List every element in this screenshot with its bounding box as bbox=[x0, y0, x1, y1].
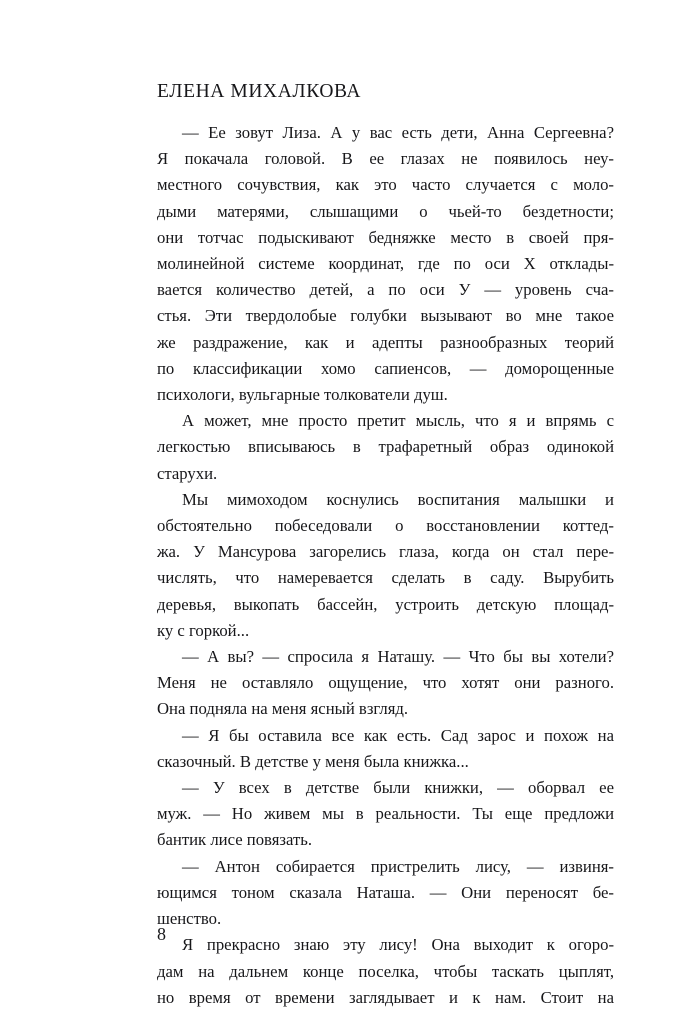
body-line: — А вы? — спросила я Наташу. — Что бы вы хотели? bbox=[182, 647, 614, 667]
body-line: — Антон собирается пристрелить лису, — извиня- bbox=[182, 856, 614, 876]
body-line: местного сочувствия, как это часто случается с моло- bbox=[157, 175, 614, 195]
body-line: стья. Эти твердолобые голубки вызывают во мне такое bbox=[157, 306, 614, 326]
body-line: числять, что намеревается сделать в саду. Вырубить bbox=[157, 568, 614, 588]
body-line: Меня не оставляло ощущение, что хотят они разного. bbox=[157, 673, 614, 693]
body-line: А может, мне просто претит мысль, что я и впрямь с bbox=[182, 411, 614, 431]
running-head-author: ЕЛЕНА МИХАЛКОВА bbox=[157, 81, 362, 102]
body-line: легкостью вписываюсь в трафаретный образ одинокой bbox=[157, 437, 614, 457]
body-line: молинейной системе координат, где по оси Х отклады- bbox=[157, 254, 614, 274]
body-line: же раздражение, как и адепты разнообразных теорий bbox=[157, 332, 614, 352]
body-line: но время от времени заглядывает и к нам. Стоит на bbox=[157, 987, 614, 1007]
body-line: старухи. bbox=[157, 463, 218, 483]
body-line: жа. У Мансурова загорелись глаза, когда он стал пере- bbox=[157, 542, 614, 562]
body-line: Она подняла на меня ясный взгляд. bbox=[157, 699, 409, 719]
body-line: — Ее зовут Лиза. А у вас есть дети, Анна Сергеевна? bbox=[182, 123, 614, 142]
body-line: ку с горкой... bbox=[157, 620, 250, 640]
body-line: деревья, выкопать бассейн, устроить детскую площад- bbox=[157, 594, 614, 614]
body-line: шенство. bbox=[157, 909, 222, 929]
body-line: вается количество детей, а по оси У — уровень сча- bbox=[157, 280, 614, 300]
body-line: психологи, вульгарные толкователи душ. bbox=[157, 385, 448, 405]
body-line: дыми матерями, слышащими о чьей-то бездетности; bbox=[157, 201, 614, 221]
body-line: обстоятельно побеседовали о восстановлении коттед- bbox=[157, 516, 614, 536]
body-line: Я прекрасно знаю эту лису! Она выходит к огоро- bbox=[182, 935, 614, 955]
body-line: — Я бы оставила все как есть. Сад зарос и похож на bbox=[182, 725, 614, 745]
body-line: бантик лисе повязать. bbox=[157, 830, 313, 850]
body-line: сказочный. В детстве у меня была книжка... bbox=[157, 751, 469, 771]
body-line: Я покачала головой. В ее глазах не появилось неу- bbox=[157, 149, 614, 169]
body-text-block bbox=[157, 120, 614, 1011]
body-line: муж. — Но живем мы в реальности. Ты еще предложи bbox=[157, 804, 614, 824]
body-line: — У всех в детстве были книжки, — оборвал ее bbox=[182, 778, 614, 798]
body-line: ющимся тоном сказала Наташа. — Они переносят бе- bbox=[157, 882, 614, 902]
body-line: по классификации хомо сапиенсов, — доморощенные bbox=[157, 358, 614, 378]
page-number: 8 bbox=[157, 924, 166, 944]
body-line: дам на дальнем конце поселка, чтобы таскать цыплят, bbox=[157, 961, 614, 981]
body-line: они тотчас подыскивают бедняжке место в своей пря- bbox=[157, 227, 614, 247]
body-line: Мы мимоходом коснулись воспитания малышки и bbox=[182, 489, 614, 509]
